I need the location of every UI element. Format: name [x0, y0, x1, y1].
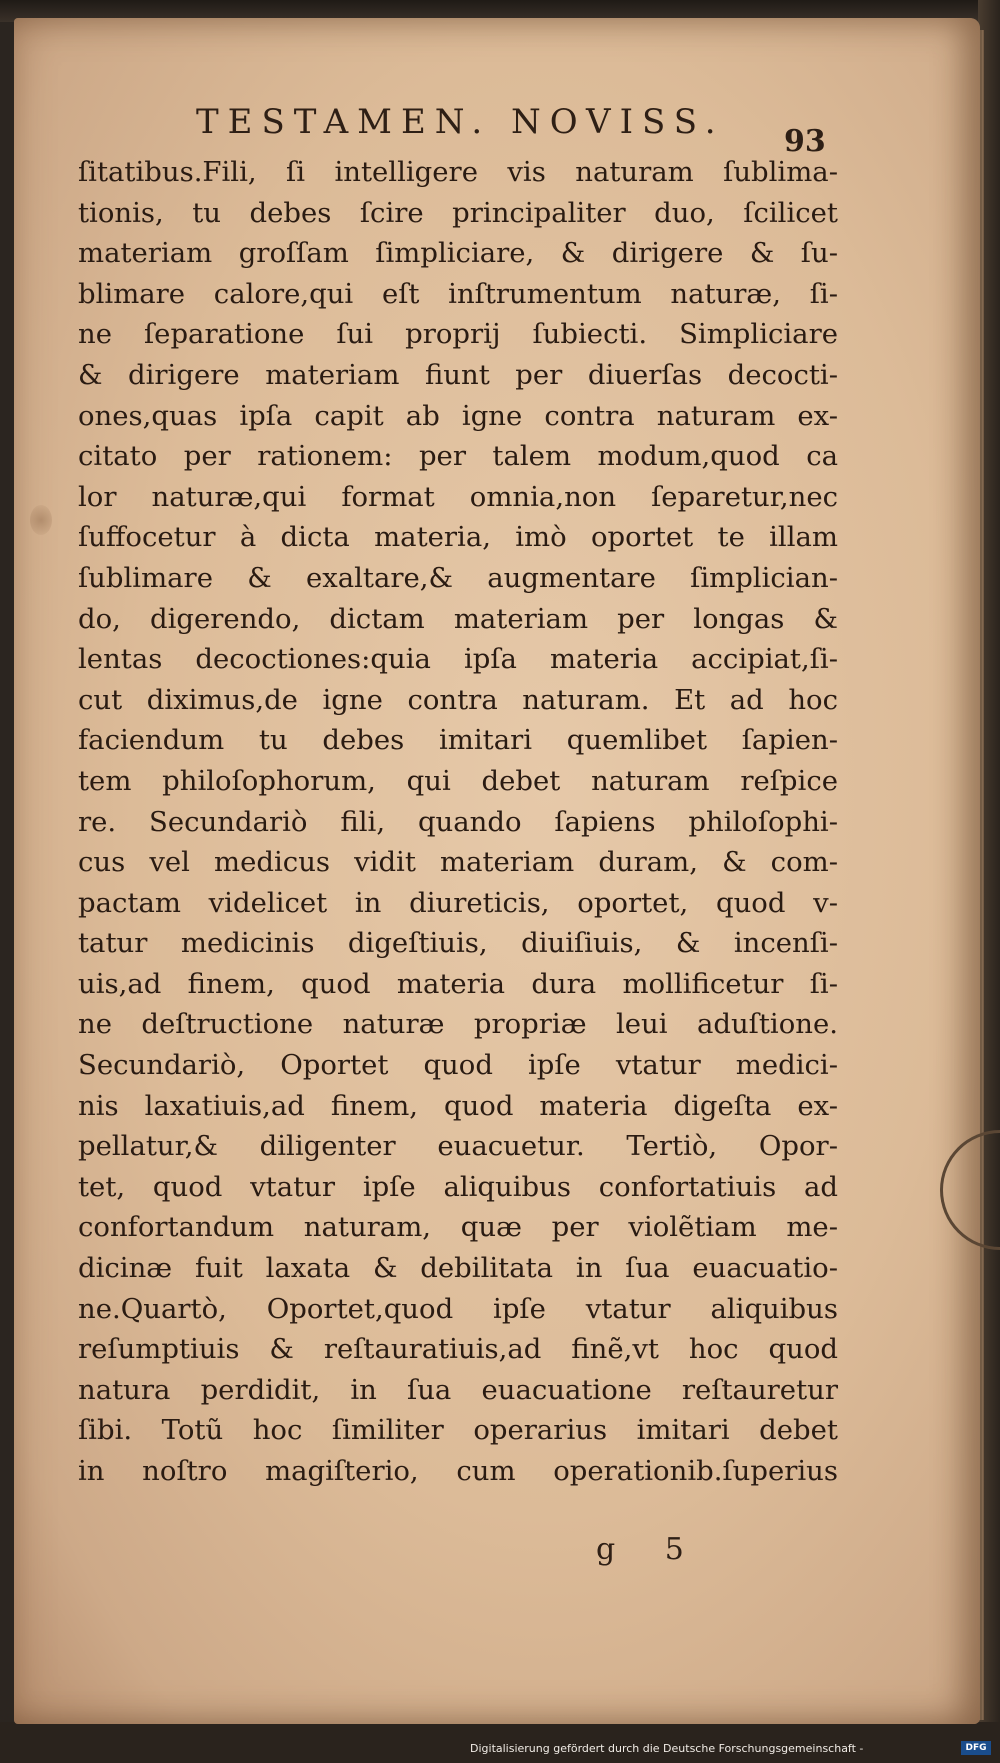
- text-line: materiam groſſam ſimpliciare, & dirigere & ſu-: [78, 237, 838, 270]
- text-line: tionis, tu debes ſcire principaliter duo, ſcilicet: [78, 196, 838, 229]
- signature-mark: g 5: [596, 1532, 704, 1567]
- running-head: TESTAMEN. NOVISS.: [196, 102, 725, 142]
- text-line: lor naturæ,qui format omnia,non ſeparetur,nec: [78, 480, 838, 513]
- text-line: ſublimare & exaltare,& augmentare ſimplician-: [78, 561, 838, 594]
- text-line: natura perdidit, in ſua euacuatione reſtauretur: [78, 1373, 838, 1406]
- text-line: tem philoſophorum, qui debet naturam reſpice: [78, 764, 838, 797]
- text-line: ne ſeparatione ſui proprij ſubiecti. Simpliciare: [78, 318, 838, 351]
- dfg-logo: DFG: [961, 1741, 991, 1755]
- text-line: tatur medicinis digeſtiuis, diuiſiuis, & incenſi-: [78, 927, 838, 960]
- text-line: nis laxatiuis,ad finem, quod materia digeſta ex-: [78, 1089, 838, 1122]
- text-line: pactam videlicet in diureticis, oportet, quod v-: [78, 886, 838, 919]
- text-line: faciendum tu debes imitari quemlibet ſapien-: [78, 724, 838, 757]
- text-line: Secundariò, Oportet quod ipſe vtatur medici-: [78, 1049, 838, 1082]
- text-line: confortandum naturam, quæ per violẽtiam me-: [78, 1211, 838, 1244]
- paper-stain: [30, 505, 52, 535]
- page-number: 93: [784, 124, 826, 159]
- text-line: in noſtro magiſterio, cum operationib.ſuperius: [78, 1455, 838, 1487]
- text-line: ſuffocetur à dicta materia, imò oportet te illam: [78, 521, 838, 554]
- body-text: [78, 152, 838, 1492]
- text-line: & dirigere materiam fiunt per diuerſas decocti-: [78, 358, 838, 391]
- text-line: ſibi. Totũ hoc ſimiliter operarius imitari debet: [78, 1414, 838, 1447]
- text-line: uis,ad finem, quod materia dura mollificetur ſi-: [78, 967, 838, 1000]
- text-line: cut diximus,de igne contra naturam. Et ad hoc: [78, 683, 838, 716]
- text-line: ne.Quartò, Oportet,quod ipſe vtatur aliquibus: [78, 1292, 838, 1325]
- text-line: reſumptiuis & reſtauratiuis,ad finẽ,vt hoc quod: [78, 1333, 838, 1366]
- text-line: ones,quas ipſa capit ab igne contra naturam ex-: [78, 399, 838, 432]
- text-line: lentas decoctiones:quia ipſa materia accipiat,ſi-: [78, 643, 838, 676]
- text-line: do, digerendo, dictam materiam per longas &: [78, 602, 838, 635]
- text-line: dicinæ fuit laxata & debilitata in ſua euacuatio-: [78, 1252, 838, 1285]
- text-line: ne deſtructione naturæ propriæ leui aduſtione.: [78, 1008, 838, 1041]
- text-line: cus vel medicus vidit materiam duram, & com-: [78, 846, 838, 879]
- text-line: pellatur,& diligenter euacuetur. Tertiò, Opor-: [78, 1130, 838, 1163]
- text-line: blimare calore,qui eſt inſtrumentum naturæ, ſi-: [78, 277, 838, 310]
- digitization-credit: Digitalisierung gefördert durch die Deutsche Forschungsgemeinschaft -: [470, 1742, 864, 1755]
- text-line: ſitatibus.Fili, ſi intelligere vis naturam ſublima-: [78, 156, 838, 188]
- text-line: citato per rationem: per talem modum,quod ca: [78, 440, 838, 473]
- text-line: tet, quod vtatur ipſe aliquibus confortatiuis ad: [78, 1170, 838, 1203]
- text-line: re. Secundariò fili, quando ſapiens philoſophi-: [78, 805, 838, 838]
